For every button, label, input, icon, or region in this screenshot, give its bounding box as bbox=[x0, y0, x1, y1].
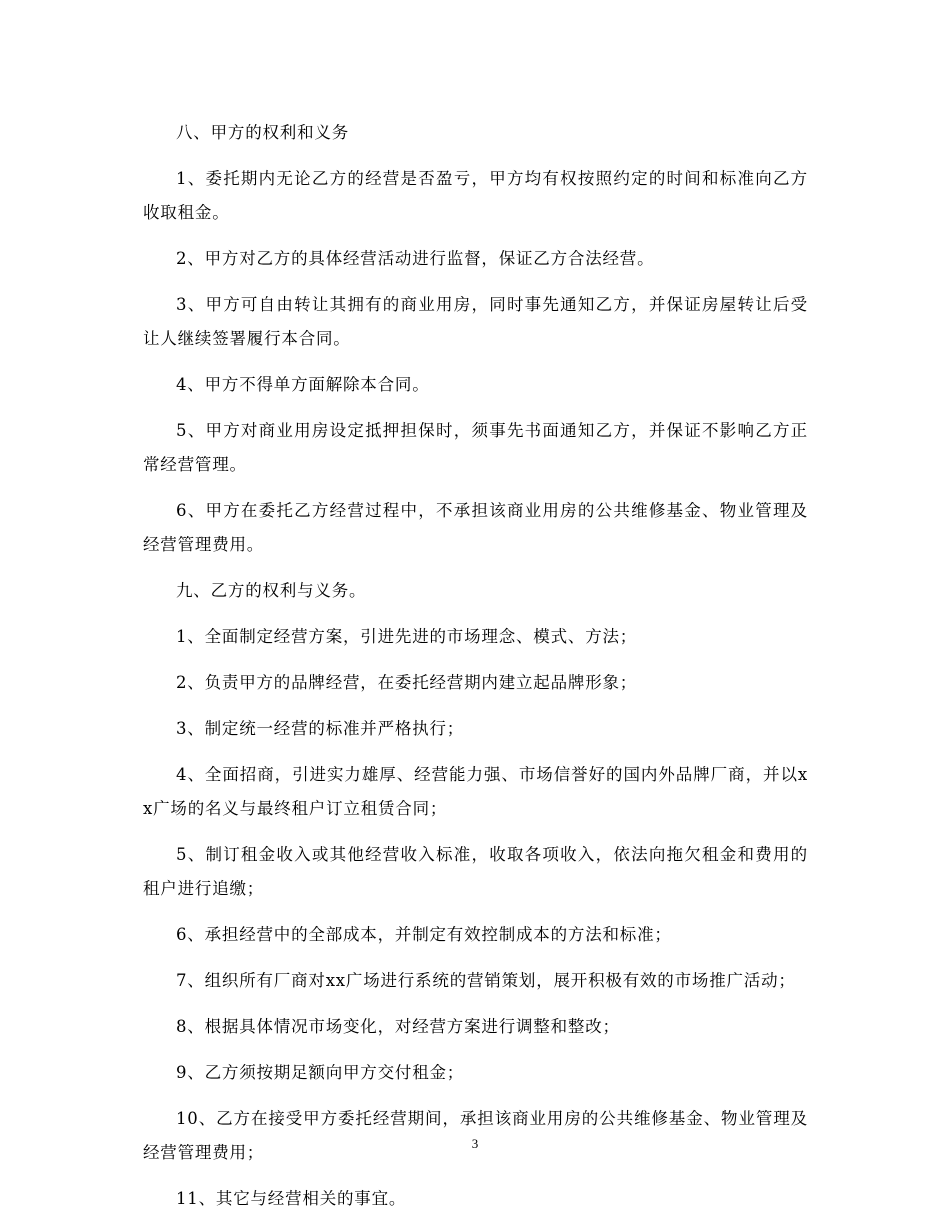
paragraph: 5、甲方对商业用房设定抵押担保时，须事先书面通知乙方，并保证不影响乙方正常经营管理。 bbox=[143, 421, 808, 474]
document-body bbox=[143, 116, 808, 1228]
paragraph: 6、承担经营中的全部成本，并制定有效控制成本的方法和标准； bbox=[176, 925, 672, 944]
section-heading-party-b: 九、乙方的权利与义务。 bbox=[176, 581, 367, 600]
paragraph: 7、组织所有厂商对xx广场进行系统的营销策划，展开积极有效的市场推广活动； bbox=[176, 971, 796, 990]
paragraph: 2、负责甲方的品牌经营，在委托经营期内建立起品牌形象； bbox=[176, 673, 638, 692]
paragraph: 1、全面制定经营方案，引进先进的市场理念、模式、方法； bbox=[176, 627, 638, 646]
paragraph: 10、乙方在接受甲方委托经营期间，承担该商业用房的公共维修基金、物业管理及经营管理费用； bbox=[143, 1109, 808, 1162]
paragraph: 4、甲方不得单方面解除本合同。 bbox=[176, 375, 430, 394]
paragraph: 5、制订租金收入或其他经营收入标准，收取各项收入，依法向拖欠租金和费用的租户进行追缴； bbox=[143, 845, 808, 898]
paragraph: 11、其它与经营相关的事宜。 bbox=[176, 1189, 407, 1208]
paragraph: 1、委托期内无论乙方的经营是否盈亏，甲方均有权按照约定的时间和标准向乙方收取租金。 bbox=[143, 169, 808, 222]
paragraph: 8、根据具体情况市场变化，对经营方案进行调整和整改； bbox=[176, 1017, 620, 1036]
page-number: 3 bbox=[471, 1136, 479, 1151]
paragraph: 4、全面招商，引进实力雄厚、经营能力强、市场信誉好的国内外品牌厂商，并以xx广场的名义与最终租户订立租赁合同； bbox=[143, 765, 808, 818]
paragraph: 3、制定统一经营的标准并严格执行； bbox=[176, 719, 465, 738]
paragraph: 6、甲方在委托乙方经营过程中，不承担该商业用房的公共维修基金、物业管理及经营管理费用。 bbox=[143, 501, 808, 554]
paragraph: 3、甲方可自由转让其拥有的商业用房，同时事先通知乙方，并保证房屋转让后受让人继续签署履行本合同。 bbox=[143, 295, 808, 348]
section-heading-party-a: 八、甲方的权利和义务 bbox=[176, 123, 349, 142]
paragraph: 9、乙方须按期足额向甲方交付租金； bbox=[176, 1063, 465, 1082]
paragraph: 2、甲方对乙方的具体经营活动进行监督，保证乙方合法经营。 bbox=[176, 249, 655, 268]
